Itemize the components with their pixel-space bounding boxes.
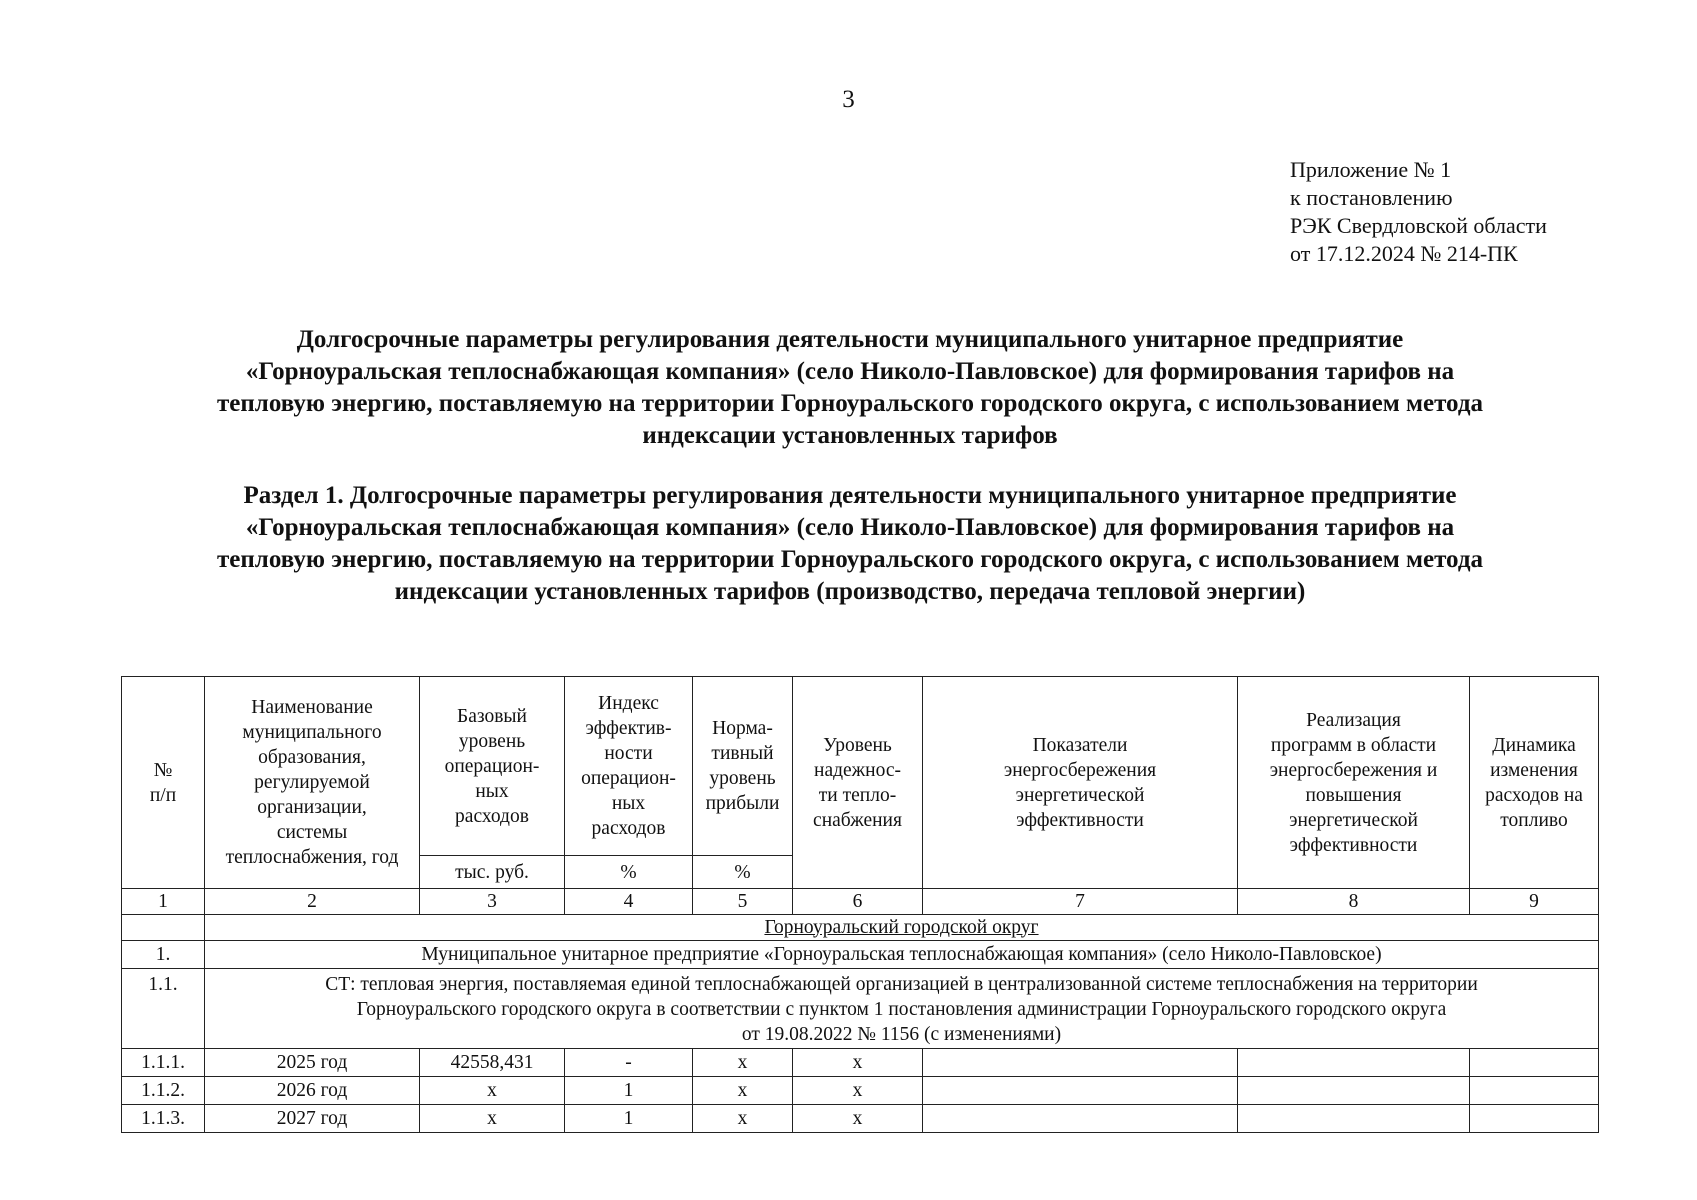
row-fuel-dynamics (1470, 1077, 1599, 1105)
system-description: СТ: тепловая энергия, поставляемая единой теплоснабжающей организацией в централизованной системе теплоснабжения на территории Горноуральского городского округа в соответствии с пунктом 1 постановления администрации Горноуральского городского округа от 19.08.2022 № 1156 (с изменениями) (205, 969, 1599, 1049)
column-number: 6 (793, 889, 923, 915)
appendix-line: Приложение № 1 (1290, 157, 1452, 182)
row-efficiency-index: 1 (565, 1105, 693, 1133)
row-number: 1.1.3. (122, 1105, 205, 1133)
header-energy-saving: Показатели энергосбережения энергетической эффективности (923, 677, 1238, 889)
row-profit-level: x (693, 1049, 793, 1077)
column-number: 2 (205, 889, 420, 915)
row-profit-level: x (693, 1077, 793, 1105)
region-name: Горноуральский городской округ (205, 915, 1599, 941)
page-number: 3 (842, 86, 855, 113)
row-programs (1238, 1077, 1470, 1105)
row-fuel-dynamics (1470, 1049, 1599, 1077)
column-number: 7 (923, 889, 1238, 915)
parameters-table (121, 676, 1599, 1133)
column-number: 5 (693, 889, 793, 915)
header-name: Наименование муниципального образования, регулируемой организации, системы теплоснабжения, год (205, 677, 420, 889)
header-reliability: Уровень надежнос- ти тепло- снабжения (793, 677, 923, 889)
header-efficiency-index: Индекс эффектив- ности операцион- ных расходов (565, 677, 693, 856)
table-row (122, 1049, 1599, 1077)
appendix-line: от 17.12.2024 № 214-ПК (1290, 241, 1518, 266)
unit-percent: % (565, 856, 693, 889)
header-profit-level: Норма- тивный уровень прибыли (693, 677, 793, 856)
row-base-opex: 42558,431 (420, 1049, 565, 1077)
row-number: 1.1.2. (122, 1077, 205, 1105)
unit-thousand-rub: тыс. руб. (420, 856, 565, 889)
column-numbers-row (122, 889, 1599, 915)
row-programs (1238, 1105, 1470, 1133)
row-efficiency-index: 1 (565, 1077, 693, 1105)
table-row (122, 1105, 1599, 1133)
section-title (110, 480, 1590, 608)
row-energy-saving (923, 1105, 1238, 1133)
row-number: 1.1. (122, 969, 205, 1049)
row-efficiency-index: - (565, 1049, 693, 1077)
row-year: 2025 год (205, 1049, 420, 1077)
title-line: Долгосрочные параметры регулирования деятельности муниципального унитарное предприятие (296, 326, 1404, 353)
row-number: 1. (122, 941, 205, 969)
row-year: 2027 год (205, 1105, 420, 1133)
title-line: тепловую энергию, поставляемую на территории Горноуральского городского округа, с использованием метода (217, 390, 1483, 417)
title-line: «Горноуральская теплоснабжающая компания» (село Николо-Павловское) для формирования тарифов на (245, 358, 1455, 385)
section-title-line: Раздел 1. Долгосрочные параметры регулирования деятельности муниципального унитарное предприятие (243, 482, 1457, 509)
section-title-line: «Горноуральская теплоснабжающая компания» (село Николо-Павловское) для формирования тарифов на (245, 514, 1455, 541)
header-fuel-dynamics: Динамика изменения расходов на топливо (1470, 677, 1599, 889)
header-programs: Реализация программ в области энергосбережения и повышения энергетической эффективности (1238, 677, 1470, 889)
system-row (122, 969, 1599, 1049)
row-number: 1.1.1. (122, 1049, 205, 1077)
document-title (110, 324, 1590, 452)
column-number: 8 (1238, 889, 1470, 915)
row-energy-saving (923, 1077, 1238, 1105)
appendix-line: РЭК Свердловской области (1290, 213, 1547, 238)
unit-percent: % (693, 856, 793, 889)
section-title-line: тепловую энергию, поставляемую на территории Горноуральского городского округа, с использованием метода (217, 546, 1483, 573)
appendix-line: к постановлению (1290, 185, 1453, 210)
section-title-line: индексации установленных тарифов (производство, передача тепловой энергии) (394, 578, 1306, 605)
appendix-note (1290, 156, 1547, 268)
row-reliability: x (793, 1077, 923, 1105)
column-number: 1 (122, 889, 205, 915)
row-year: 2026 год (205, 1077, 420, 1105)
row-base-opex: x (420, 1077, 565, 1105)
organization-row (122, 941, 1599, 969)
title-line: индексации установленных тарифов (642, 422, 1058, 449)
row-fuel-dynamics (1470, 1105, 1599, 1133)
organization-name: Муниципальное унитарное предприятие «Горноуральская теплоснабжающая компания» (село Николо-Павловское) (205, 941, 1599, 969)
table-row (122, 1077, 1599, 1105)
header-base-opex: Базовый уровень операцион- ных расходов (420, 677, 565, 856)
column-number: 3 (420, 889, 565, 915)
column-number: 4 (565, 889, 693, 915)
row-base-opex: x (420, 1105, 565, 1133)
header-number: № п/п (122, 677, 205, 889)
row-profit-level: x (693, 1105, 793, 1133)
row-programs (1238, 1049, 1470, 1077)
column-number: 9 (1470, 889, 1599, 915)
row-energy-saving (923, 1049, 1238, 1077)
row-reliability: x (793, 1049, 923, 1077)
region-row (122, 915, 1599, 941)
row-reliability: x (793, 1105, 923, 1133)
